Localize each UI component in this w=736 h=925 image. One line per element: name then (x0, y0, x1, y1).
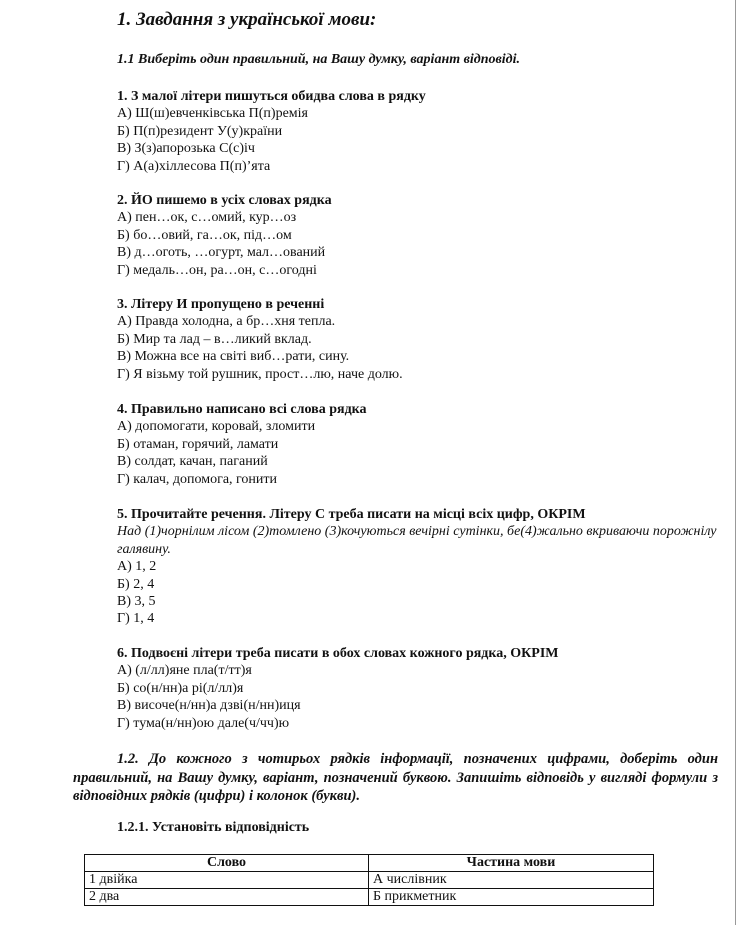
table-cell: А числівник (369, 872, 654, 889)
option: А) Правда холодна, а бр…хня тепла. (117, 314, 336, 330)
option: В) З(з)апорозька С(с)іч (117, 141, 255, 157)
section-1-1-heading: 1.1 Виберіть один правильний, на Вашу думку, варіант відповіді. (117, 52, 520, 67)
table-row (85, 872, 654, 889)
option: Б) П(п)резидент У(у)країни (117, 123, 283, 139)
option: Г) А(а)хіллесова П(п)’ята (117, 158, 271, 174)
option: Б) отаман, горячий, ламати (117, 436, 279, 452)
table-cell: Б прикметник (369, 889, 654, 906)
option: А) Ш(ш)евченківська П(п)ремія (117, 106, 308, 122)
option: Б) со(н/нн)а рі(л/лл)я (117, 680, 244, 696)
question-heading: 2. ЙО пишемо в усіх словах рядка (117, 193, 332, 208)
option: В) височе(н/нн)а дзві(н/нн)иця (117, 698, 301, 714)
table-row (85, 889, 654, 906)
question-heading: 4. Правильно написано всі слова рядка (117, 402, 367, 417)
option: Б) бо…овий, га…ок, під…ом (117, 227, 292, 243)
section-1-2-instructions: 1.2. До кожного з чотирьох рядків інформації, позначених цифрами, доберіть один правильний, на Вашу думку, варіант, позначений буквою. Запишіть відповідь у вигляді формули з відповідних рядків (цифри) і колонок (букви). (73, 751, 718, 804)
option: В) солдат, качан, паганий (117, 454, 268, 470)
option: В) Можна все на світі виб…рати, сину. (117, 349, 350, 365)
section-1-2-1-heading: 1.2.1. Установіть відповідність (117, 820, 310, 835)
option: Г) 1, 4 (117, 611, 155, 627)
question-heading: 5. Прочитайте речення. Літеру С треба писати на місці всіх цифр, ОКРІМ (117, 507, 586, 522)
question-heading: 6. Подвоєні літери треба писати в обох словах кожного рядка, ОКРІМ (117, 646, 559, 661)
option: В) 3, 5 (117, 594, 156, 610)
question-heading: 3. Літеру И пропущено в реченні (117, 297, 325, 312)
option: А) допомогати, коровай, зломити (117, 419, 316, 435)
column-header: Слово (85, 855, 369, 872)
option: Г) тума(н/нн)ою дале(ч/чч)ю (117, 715, 290, 731)
column-header: Частина мови (369, 855, 654, 872)
option: Г) калач, допомога, гонити (117, 471, 278, 487)
question-heading: 1. З малої літери пишуться обидва слова в рядку (117, 89, 426, 104)
question-2 (117, 192, 332, 279)
question-5 (117, 506, 727, 628)
option: Г) медаль…он, ра…он, с…огодні (117, 262, 317, 278)
question-1 (117, 88, 426, 175)
table-header-row (85, 855, 654, 872)
question-sentence: Над (1)чорнілим лісом (2)томлено (3)кочуються вечірні сутінки, бе(4)жально вкриваючи порожнілу галявину. (117, 524, 717, 557)
option: А) пен…ок, с…омий, кур…оз (117, 210, 297, 226)
option: Б) 2, 4 (117, 576, 155, 592)
page-title: 1. Завдання з української мови: (117, 9, 377, 30)
option: А) 1, 2 (117, 559, 157, 575)
table-cell: 2 два (85, 889, 369, 906)
question-3 (117, 296, 403, 383)
option: Г) Я візьму той рушник, прост…лю, наче долю. (117, 366, 403, 382)
question-6 (117, 645, 559, 732)
option: А) (л/лл)яне пла(т/тт)я (117, 663, 252, 679)
option: В) д…оготь, …огурт, мал…ований (117, 245, 326, 261)
question-4 (117, 401, 367, 488)
option: Б) Мир та лад – в…ликий вклад. (117, 331, 312, 347)
matching-table (84, 854, 654, 906)
table-cell: 1 двійка (85, 872, 369, 889)
